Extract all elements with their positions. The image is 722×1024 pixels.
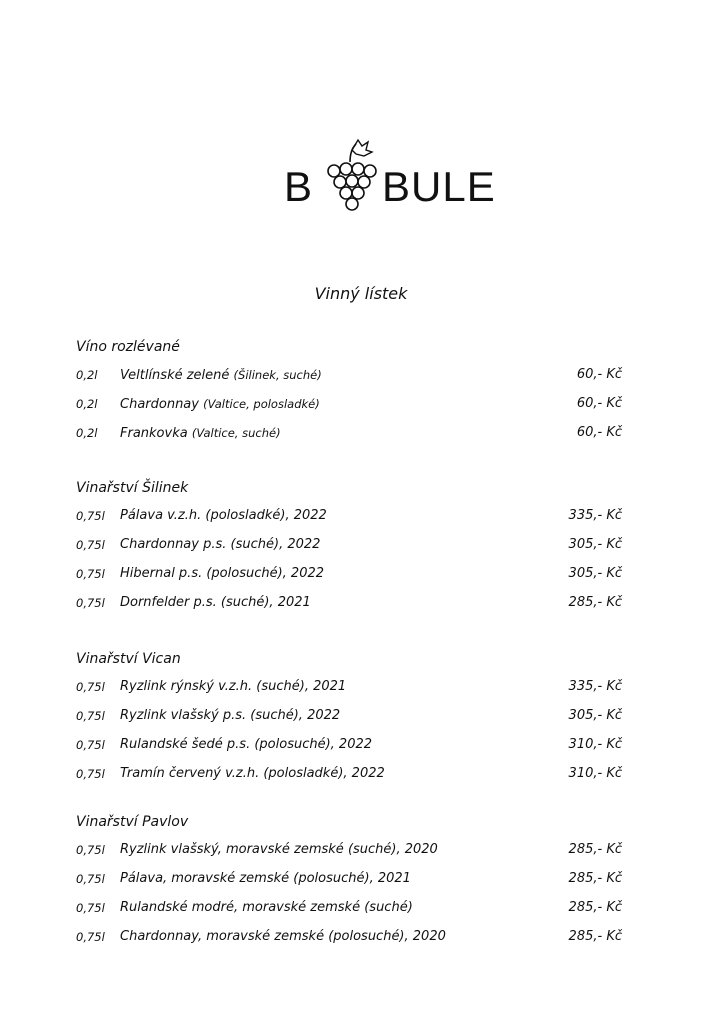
item-price: 60,- Kč — [576, 425, 622, 440]
item-volume: 0,75l — [76, 709, 105, 723]
menu-item — [76, 840, 636, 869]
item-detail: (Valtice, polosladké) — [203, 397, 320, 411]
item-price: 285,- Kč — [568, 900, 622, 915]
page-title: Vinný lístek — [314, 284, 408, 303]
item-price: 60,- Kč — [576, 396, 622, 411]
item-name-wrap — [120, 677, 346, 697]
item-price: 310,- Kč — [568, 766, 622, 781]
item-volume: 0,75l — [76, 930, 105, 944]
menu-section — [76, 649, 636, 793]
menu-item — [76, 593, 636, 622]
item-volume: 0,2l — [76, 368, 98, 382]
item-name-wrap — [120, 735, 372, 755]
item-name: Chardonnay — [120, 397, 199, 412]
item-name-wrap — [120, 706, 340, 726]
item-name-wrap — [120, 840, 438, 860]
item-name-wrap — [120, 927, 446, 947]
section-title: Vinařství Šilinek — [76, 480, 189, 496]
item-price: 285,- Kč — [568, 871, 622, 886]
item-volume: 0,75l — [76, 767, 105, 781]
item-name-wrap — [120, 593, 311, 613]
item-price: 335,- Kč — [568, 508, 622, 523]
item-name: Chardonnay p.s. (suché), 2022 — [120, 537, 321, 552]
item-name: Pálava, moravské zemské (polosuché), 2021 — [120, 871, 411, 886]
item-name: Chardonnay, moravské zemské (polosuché), 2020 — [120, 929, 446, 944]
item-price: 305,- Kč — [568, 566, 622, 581]
item-name: Ryzlink rýnský v.z.h. (suché), 2021 — [120, 679, 347, 694]
menu-item — [76, 394, 636, 423]
menu-section — [76, 337, 636, 452]
item-name-wrap — [120, 564, 324, 584]
item-detail: (Šilinek, suché) — [233, 368, 322, 382]
menu-item — [76, 564, 636, 593]
item-price: 285,- Kč — [568, 595, 622, 610]
section-title: Vinařství Pavlov — [76, 814, 189, 830]
item-name-wrap — [120, 898, 413, 918]
item-volume: 0,75l — [76, 509, 105, 523]
item-detail: (Valtice, suché) — [191, 426, 281, 440]
item-name-wrap — [120, 764, 385, 784]
item-price: 285,- Kč — [568, 842, 622, 857]
grape-cluster-icon — [320, 136, 382, 216]
menu-item — [76, 677, 636, 706]
logo-text: BULE — [382, 163, 496, 210]
item-volume: 0,75l — [76, 901, 105, 915]
item-volume: 0,75l — [76, 538, 105, 552]
item-name-wrap — [120, 423, 281, 444]
item-price: 285,- Kč — [568, 929, 622, 944]
item-name: Rulandské šedé p.s. (polosuché), 2022 — [120, 737, 373, 752]
item-name: Tramín červený v.z.h. (polosladké), 2022 — [120, 766, 385, 781]
menu-item — [76, 764, 636, 793]
item-volume: 0,75l — [76, 738, 105, 752]
menu-item — [76, 898, 636, 927]
item-volume: 0,75l — [76, 567, 105, 581]
menu-item — [76, 735, 636, 764]
menu-item — [76, 706, 636, 735]
menu-section — [76, 812, 636, 956]
section-title: Vinařství Vican — [76, 651, 181, 667]
item-name: Ryzlink vlašský p.s. (suché), 2022 — [120, 708, 341, 723]
item-name: Ryzlink vlašský, moravské zemské (suché), 2020 — [120, 842, 438, 857]
menu-section — [76, 478, 636, 622]
item-name: Hibernal p.s. (polosuché), 2022 — [120, 566, 325, 581]
item-volume: 0,2l — [76, 426, 98, 440]
item-name: Frankovka — [120, 426, 188, 441]
item-name-wrap — [120, 394, 320, 415]
item-name-wrap — [120, 869, 411, 889]
item-price: 60,- Kč — [576, 367, 622, 382]
menu-item — [76, 365, 636, 394]
item-name: Rulandské modré, moravské zemské (suché) — [120, 900, 413, 915]
logo-letter-b: B — [284, 163, 314, 210]
menu-item — [76, 423, 636, 452]
item-name-wrap — [120, 506, 327, 526]
item-volume: 0,75l — [76, 596, 105, 610]
item-name: Veltlínské zelené — [120, 368, 230, 383]
item-name-wrap — [120, 365, 322, 386]
item-name: Dornfelder p.s. (suché), 2021 — [120, 595, 311, 610]
item-volume: 0,75l — [76, 843, 105, 857]
item-name: Pálava v.z.h. (polosladké), 2022 — [120, 508, 327, 523]
item-volume: 0,75l — [76, 680, 105, 694]
menu-item — [76, 869, 636, 898]
bobule-logo — [282, 136, 496, 216]
menu-item — [76, 927, 636, 956]
item-volume: 0,75l — [76, 872, 105, 886]
item-price: 305,- Kč — [568, 708, 622, 723]
section-title: Víno rozlévané — [76, 339, 180, 355]
item-price: 335,- Kč — [568, 679, 622, 694]
menu-item — [76, 506, 636, 535]
item-name-wrap — [120, 535, 320, 555]
item-price: 305,- Kč — [568, 537, 622, 552]
item-price: 310,- Kč — [568, 737, 622, 752]
menu-item — [76, 535, 636, 564]
item-volume: 0,2l — [76, 397, 98, 411]
